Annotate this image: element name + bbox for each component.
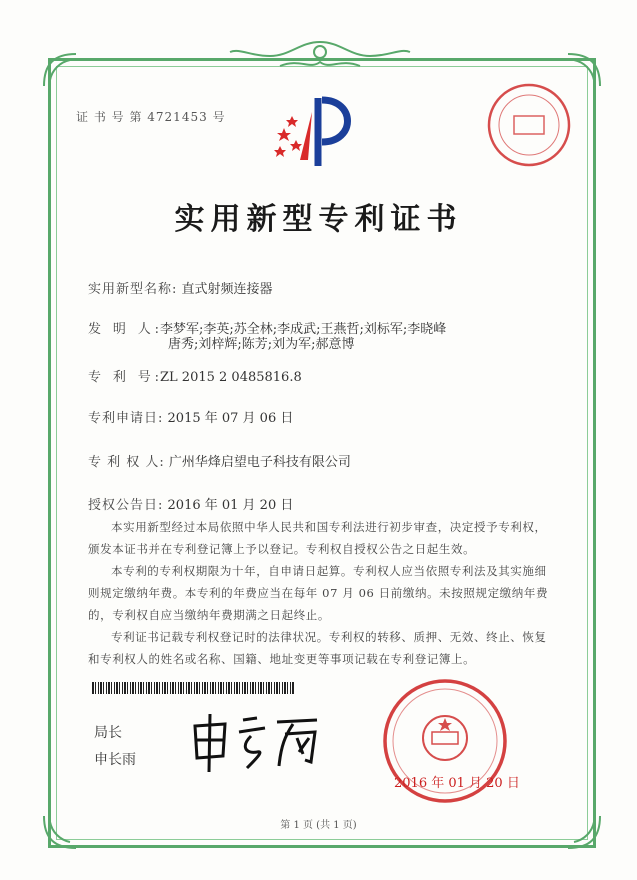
barcode-bar [143,682,144,694]
utility-name-row [88,278,273,297]
barcode-bar [180,682,182,694]
barcode-bar [148,682,150,694]
barcode-bar [207,682,208,694]
barcode-bar [284,682,286,694]
barcode-bar [162,682,163,694]
barcode-bar [210,682,211,694]
director-signature [185,706,325,776]
barcode-bar [234,682,235,694]
barcode-bar [111,682,112,694]
announce-date-label: 授权公告日: [88,498,164,513]
patentee-value: 广州华烽启望电子科技有限公司 [168,455,351,470]
barcode-bar [244,682,246,694]
barcode-bar [220,682,222,694]
barcode-bar [268,682,270,694]
barcode-bar [186,682,187,694]
barcode-bar [215,682,216,694]
filing-date-value: 2015 年 07 月 06 日 [167,411,294,426]
barcode-bar [242,682,243,694]
barcode-bar [231,682,232,694]
barcode-bar [135,682,136,694]
barcode-bar [236,682,238,694]
barcode-bar [218,682,219,694]
barcode-bar [279,682,280,694]
patentee-row [88,451,351,470]
barcode-bar [146,682,147,694]
inventors-line2: 唐秀;刘梓辉;陈芳;刘为军;郝意博 [168,337,355,352]
barcode-bar [151,682,152,694]
barcode-bar [170,682,171,694]
patent-number-row [88,366,302,385]
barcode-bar [199,682,200,694]
barcode-bar [95,682,96,694]
barcode-bar [154,682,155,694]
barcode-bar [132,682,134,694]
patent-number-label: 专 利 号: [88,370,160,385]
announce-date-row [88,494,293,513]
barcode-bar [100,682,102,694]
barcode-bar [260,682,262,694]
barcode [92,682,297,694]
announce-date-value: 2016 年 01 月 20 日 [167,498,294,513]
barcode-bar [204,682,206,694]
barcode-bar [266,682,267,694]
barcode-bar [140,682,142,694]
paragraph-term: 本专利的专利权期限为十年，自申请日起算。专利权人应当依照专利法及其实施细则规定缴纳年费。本专利的年费应当在每年 07 月 06 日前缴纳。未按照规定缴纳年费的，专利权自应当缴纳年费期满之日起终止。 [88,564,549,622]
barcode-bar [290,682,291,694]
barcode-bar [212,682,214,694]
barcode-bar [98,682,99,694]
barcode-bar [119,682,120,694]
utility-name-label: 实用新型名称: [88,282,178,297]
barcode-bar [292,682,294,694]
utility-name-value: 直式射频连接器 [181,282,273,297]
barcode-bar [116,682,118,694]
barcode-bar [226,682,227,694]
certificate-number-label: 证 书 号 第 [76,110,143,124]
barcode-bar [274,682,275,694]
inventors-line1: 李梦军;李英;苏全林;李成武;王燕哲;刘标军;李晓峰 [160,322,447,337]
certificate-number [76,108,226,125]
barcode-bar [196,682,198,694]
inventor-label: 发 明 人: [88,322,160,337]
barcode-bar [263,682,264,694]
barcode-bar [178,682,179,694]
barcode-bar [114,682,115,694]
patent-office-logo [270,88,370,178]
paragraph-legal-status: 专利证书记载专利权登记时的法律状况。专利权的转移、质押、无效、终止、恢复和专利权人的姓名或名称、国籍、地址变更等事项记载在专利登记簿上。 [88,630,547,666]
barcode-bar [138,682,139,694]
barcode-bar [239,682,240,694]
top-ornament [220,38,420,74]
barcode-bar [247,682,248,694]
barcode-bar [156,682,158,694]
barcode-bar [175,682,176,694]
barcode-bar [194,682,195,694]
filing-date-label: 专利申请日: [88,411,164,426]
seal-date: 2016 年 01 月 20 日 [394,776,520,791]
paragraph-grant: 本实用新型经过本局依照中华人民共和国专利法进行初步审查，决定授予专利权，颁发本证书并在专利登记簿上予以登记。专利权自授权公告之日起生效。 [88,520,547,556]
page-number: 第 1 页 (共 1 页) [280,820,357,831]
barcode-bar [191,682,192,694]
barcode-bar [172,682,174,694]
barcode-bar [122,682,123,694]
corner-ornament-tl [40,50,80,90]
barcode-bar [252,682,254,694]
barcode-bar [223,682,224,694]
barcode-bar [108,682,110,694]
barcode-bar [124,682,126,694]
barcode-bar [250,682,251,694]
barcode-bar [92,682,94,694]
page-title: 实用新型专利证书 [174,202,463,237]
barcode-bar [103,682,104,694]
barcode-bar [183,682,184,694]
certificate-number-suffix: 号 [212,110,226,124]
director-name: 申长雨 [94,752,136,768]
barcode-bar [164,682,166,694]
certificate-number-value: 4721453 [147,110,208,124]
barcode-bar [287,682,288,694]
barcode-bar [202,682,203,694]
barcode-bar [276,682,278,694]
barcode-bar [130,682,131,694]
director-title: 局长 [94,725,122,741]
barcode-bar [167,682,168,694]
barcode-bar [159,682,160,694]
barcode-bar [282,682,283,694]
patentee-label: 专 利 权 人: [88,455,165,470]
barcode-bar [127,682,128,694]
patent-number-value: ZL 2015 2 0485816.8 [160,370,302,385]
barcode-bar [106,682,107,694]
filing-date-row [88,407,293,426]
agency-seal [484,80,574,170]
barcode-bar [228,682,230,694]
barcode-bar [271,682,272,694]
barcode-bar [188,682,190,694]
barcode-bar [258,682,259,694]
barcode-bar [255,682,256,694]
